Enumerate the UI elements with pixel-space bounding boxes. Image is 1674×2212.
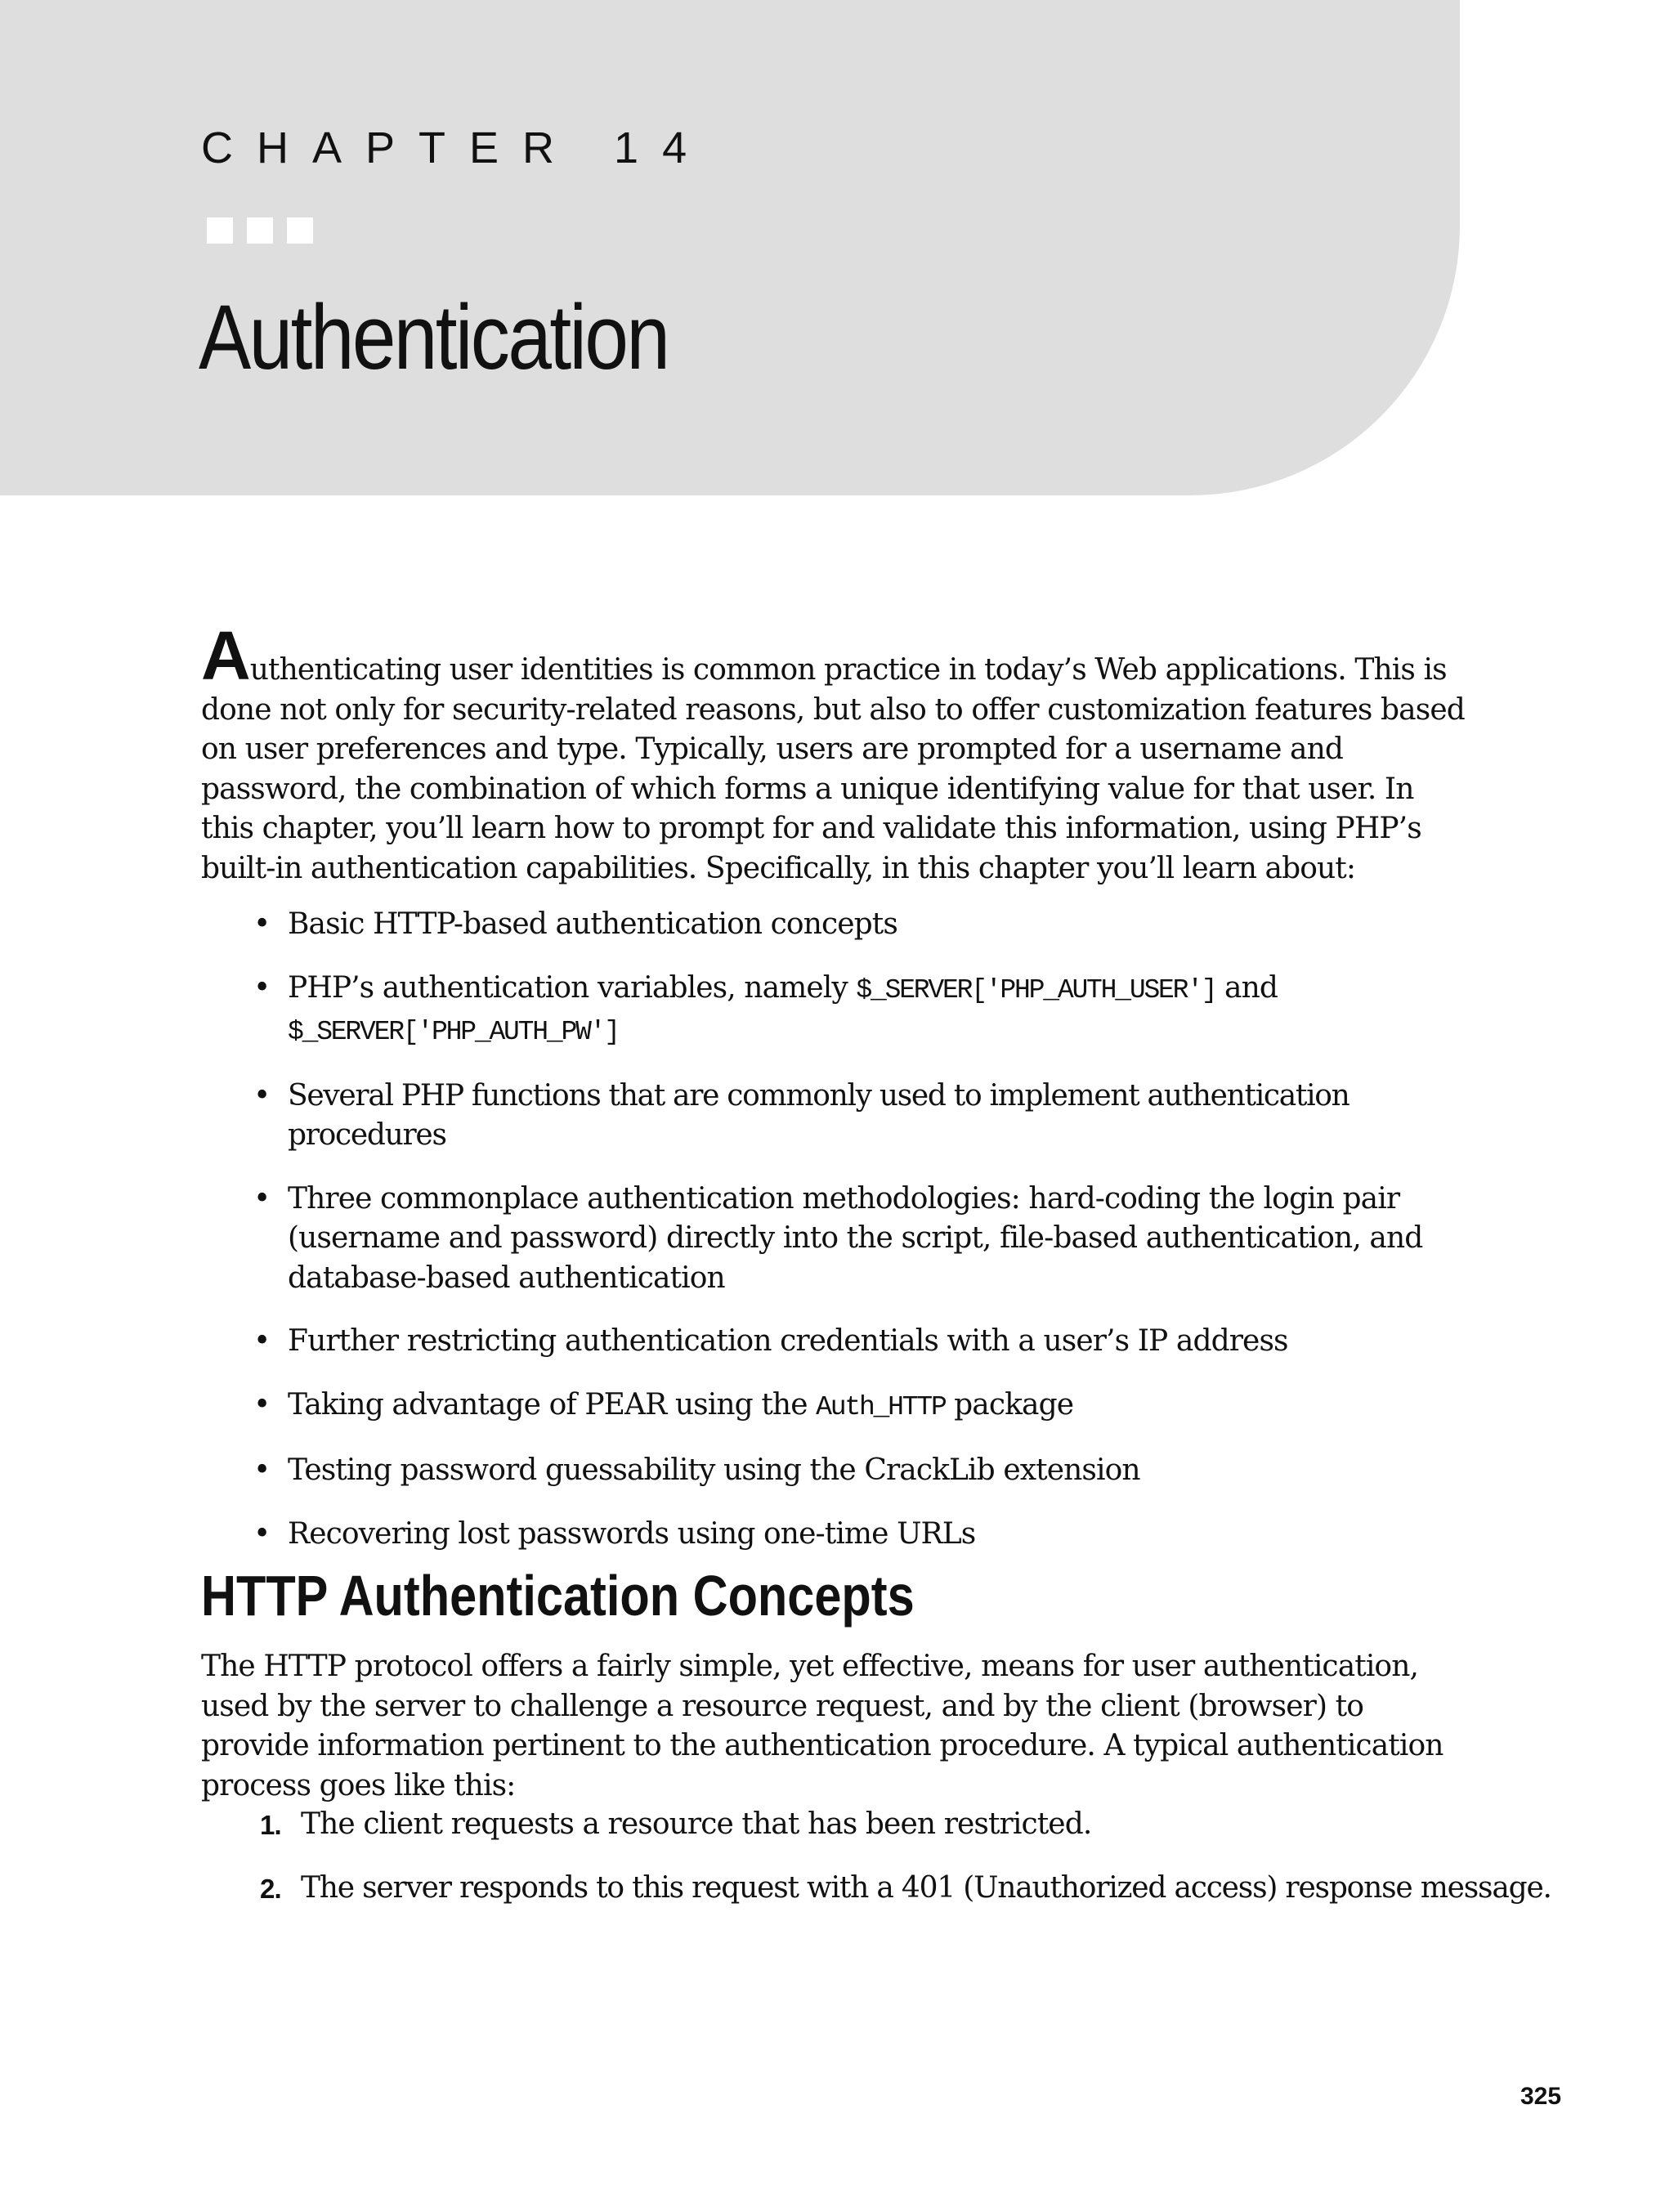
list-item-text: Basic HTTP-based authentication concepts (288, 907, 897, 941)
chapter-label: CHAPTER 14 (201, 123, 711, 172)
drop-cap: A (201, 617, 250, 694)
bullet-icon: • (253, 1387, 271, 1422)
section-paragraph: The HTTP protocol offers a fairly simple, yet effective, means for user authentication, used by the server to challenge a resource request, and by the client (browser) to provide information pertinent to the authentication procedure. A typical authentication process goes like this: (201, 1650, 1443, 1802)
list-item (201, 1322, 1476, 1362)
intro-paragraph (201, 617, 1468, 889)
topics-list (201, 905, 1476, 1578)
code-inline: $_SERVER['PHP_AUTH_PW'] (288, 1017, 619, 1047)
step-text: The server responds to this request with a 401 (Unauthorized access) response message. (301, 1870, 1551, 1905)
list-item (201, 1451, 1476, 1491)
step-item (201, 1805, 1484, 1845)
list-item-text: Testing password guessability using the CrackLib extension (288, 1453, 1140, 1487)
ornament-square-icon (207, 217, 233, 244)
bullet-icon: • (253, 1078, 271, 1113)
step-item (201, 1869, 1551, 1909)
chapter-title: Authentication (199, 286, 669, 388)
bullet-icon: • (253, 1324, 271, 1358)
bullet-icon: • (253, 970, 271, 1005)
steps-list (201, 1805, 1551, 1932)
step-number: 1. (260, 1810, 281, 1840)
bullet-icon: • (253, 1516, 271, 1551)
list-item (201, 1180, 1476, 1299)
chapter-header-band (0, 0, 1460, 495)
list-item-text: Recovering lost passwords using one-time URLs (288, 1516, 976, 1551)
chapter-ornament (207, 217, 313, 244)
list-item-text: and (1215, 970, 1278, 1005)
list-item (201, 1386, 1476, 1428)
list-item-text: Further restricting authentication credentials with a user’s IP address (288, 1324, 1288, 1358)
step-text: The client requests a resource that has been restricted. (301, 1807, 1092, 1841)
code-inline: $_SERVER['PHP_AUTH_USER'] (856, 974, 1216, 1005)
code-inline: Auth_HTTP (816, 1391, 946, 1422)
section-heading: HTTP Authentication Concepts (201, 1564, 915, 1628)
bullet-icon: • (253, 907, 271, 941)
page-number: 325 (1520, 2083, 1562, 2110)
ornament-square-icon (287, 217, 313, 244)
list-item-text: Several PHP functions that are commonly used to implement authentication procedures (288, 1078, 1349, 1152)
list-item (201, 969, 1476, 1053)
intro-text: uthenticating user identities is common practice in today’s Web applications. This is done not only for security-related reasons, but also to offer customization features based on user preferences and type. Typically, users are prompted for a username and password, the combination of which forms a unique identifying value for that user. In this chapter, you’ll learn how to prompt for and validate this information, using PHP’s built-in authentication capabilities. Specifically, in this chapter you’ll learn about: (201, 653, 1465, 885)
bullet-icon: • (253, 1181, 271, 1216)
list-item (201, 1515, 1476, 1555)
list-item-text: Three commonplace authentication methodologies: hard-coding the login pair (username and password) directly into the script, file-based authentication, and database-based authentication (288, 1181, 1423, 1295)
list-item-text: package (945, 1387, 1074, 1422)
step-number: 2. (260, 1873, 281, 1904)
ornament-square-icon (247, 217, 273, 244)
list-item (201, 905, 1476, 945)
list-item-text: Taking advantage of PEAR using the (288, 1387, 817, 1422)
bullet-icon: • (253, 1453, 271, 1487)
list-item (201, 1077, 1476, 1156)
list-item-text: PHP’s authentication variables, namely (288, 970, 857, 1005)
